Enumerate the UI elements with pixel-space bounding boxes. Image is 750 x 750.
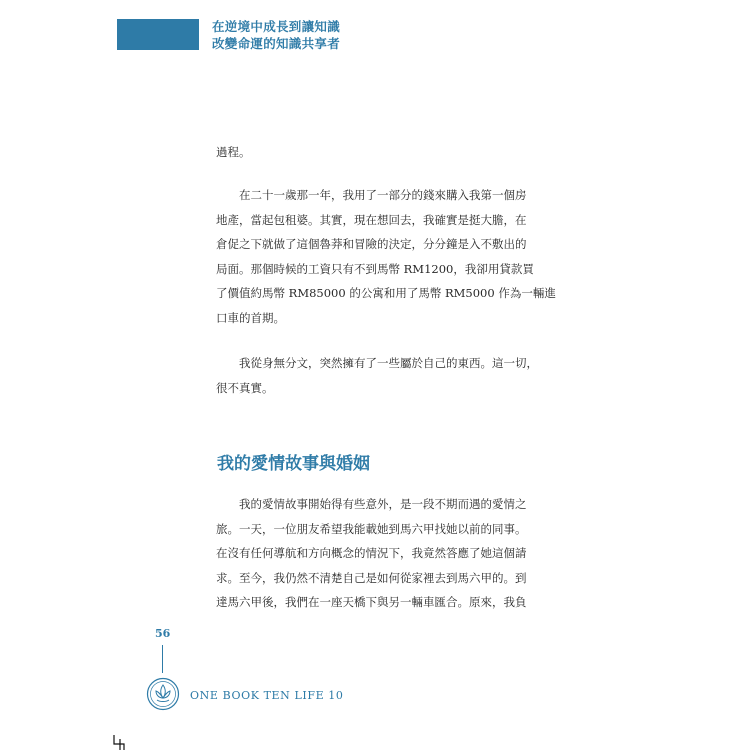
lotus-emblem-icon (146, 677, 180, 711)
book-series-title: ONE BOOK TEN LIFE 10 (190, 689, 344, 702)
crop-mark-icon (112, 735, 132, 750)
page-number: 56 (155, 627, 171, 640)
header-color-block (117, 19, 199, 50)
section-heading: 我的愛情故事與婚姻 (217, 454, 370, 474)
body-paragraph-3: 我從身無分文，突然擁有了一些屬於自己的東西。這一切， 很不真實。 (216, 356, 538, 395)
body-paragraph-4: 我的愛情故事開始得有些意外，是一段不期而遇的愛情之 旅。一天，一位朋友希望我能載她到馬六甲找她以前的同事。 在沒有任何導航和方向概念的情況下，我竟然答應了她這個請 求。至今，我仍然不清楚自己是如何從家裡去到馬六甲的。到 達馬六甲後，我們在一座天橋下與另一輛車匯合。原來，我負 (216, 497, 527, 609)
running-header-line-1: 在逆境中成長到讓知識 (212, 19, 341, 34)
running-header-line-2: 改變命運的知識共享者 (212, 36, 341, 51)
body-paragraph-1: 過程。 (216, 145, 251, 159)
footer-divider-line (162, 645, 163, 673)
body-paragraph-2: 在二十一歲那一年，我用了一部分的錢來購入我第一個房 地產，當起包租婆。其實，現在想回去，我確實是挺大膽，在 倉促之下就做了這個魯莽和冒險的決定，分分鐘是入不敷出的 局面。那個時候的工資只有不到馬幣 RM1200，我卻用貸款買 了價值約馬幣 RM85000 的公寓和用了馬幣 RM5000 作為一輛進 口車的首期。 (216, 188, 556, 325)
running-header (212, 18, 340, 52)
